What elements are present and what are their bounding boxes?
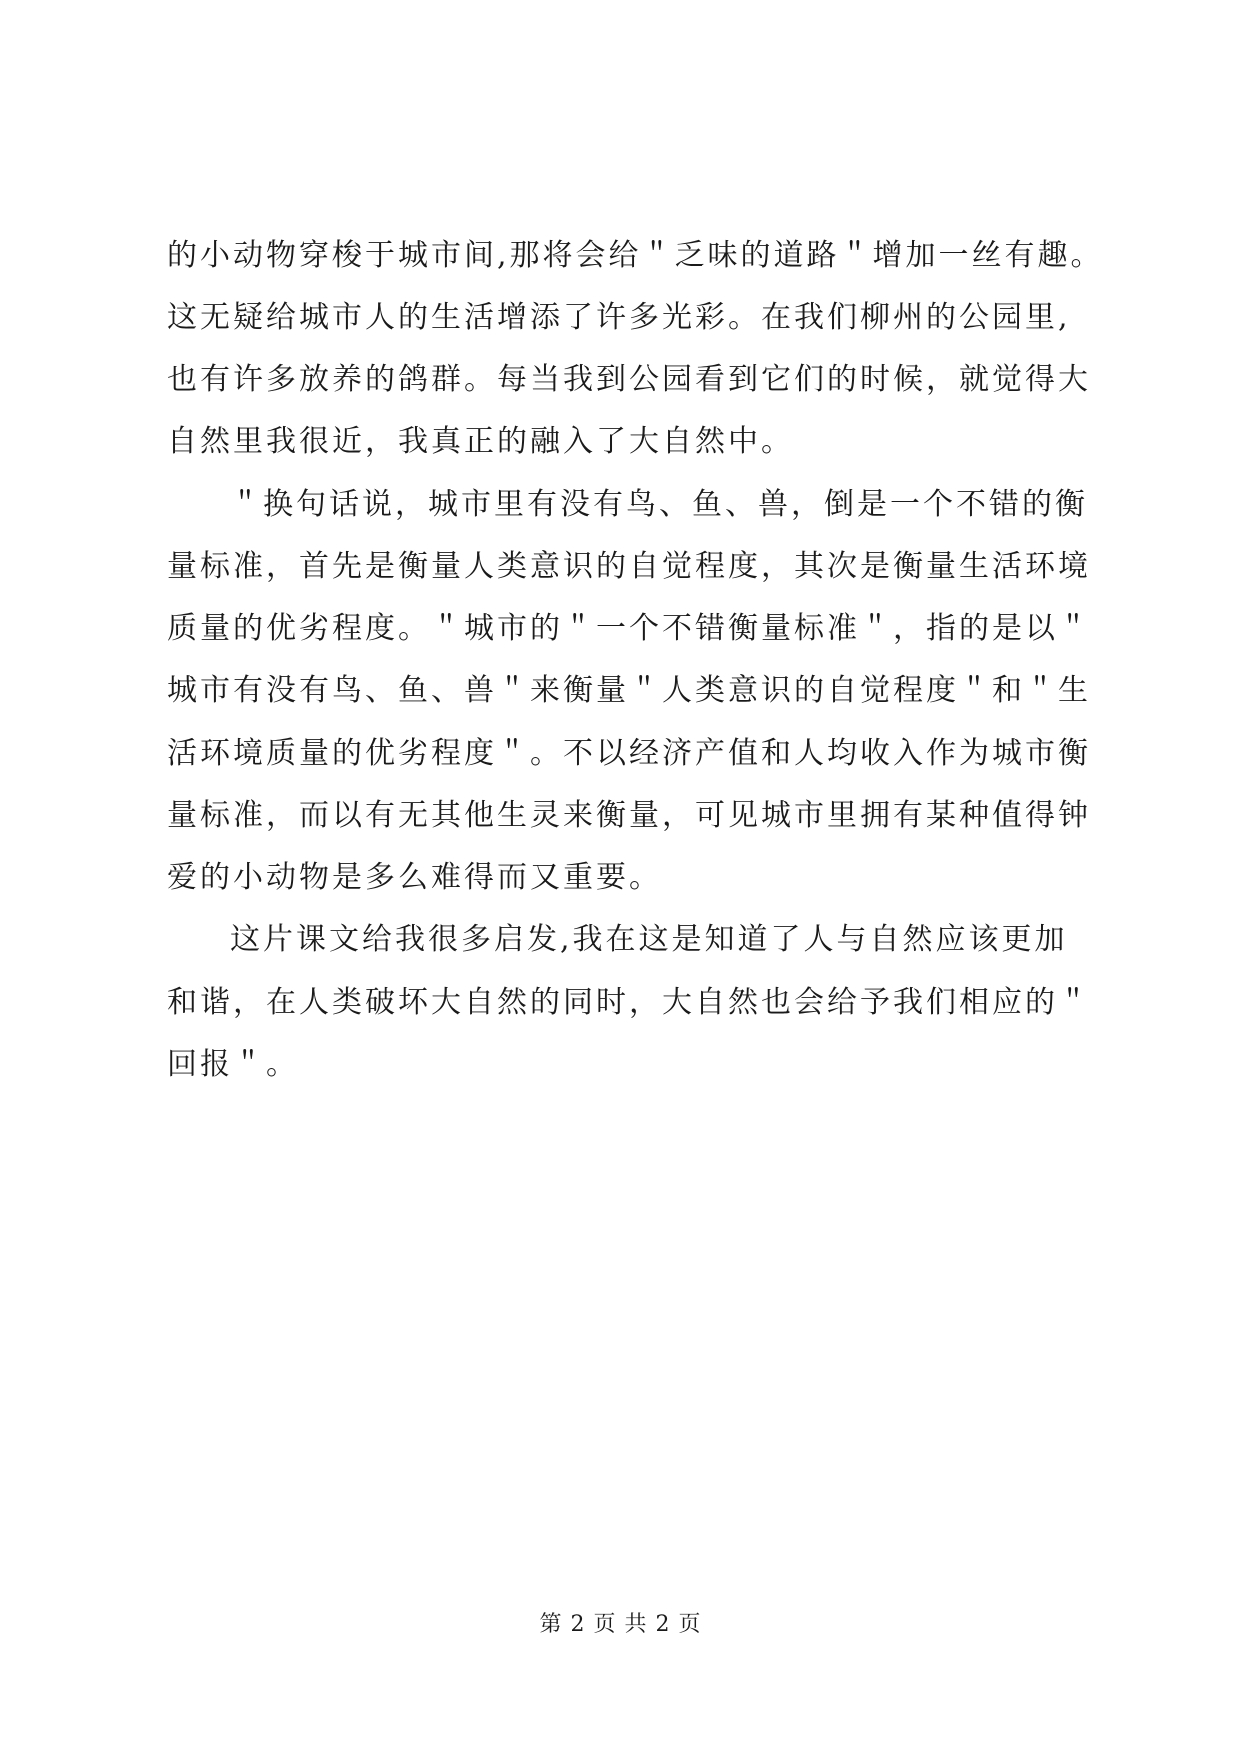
paragraph-1-line-3: 也有许多放养的鸽群。每当我到公园看到它们的时候，就觉得大 — [167, 362, 1091, 397]
paragraph-2-line-2: 量标准，首先是衡量人类意识的自觉程度，其次是衡量生活环境 — [167, 549, 1091, 584]
paragraph-2-line-7: 爱的小动物是多么难得而又重要。 — [167, 860, 662, 895]
paragraph-2-line-4: 城市有没有鸟、鱼、兽＂来衡量＂人类意识的自觉程度＂和＂生 — [167, 673, 1091, 708]
paragraph-2-line-1: ＂换句话说，城市里有没有鸟、鱼、兽，倒是一个不错的衡 — [230, 487, 1088, 522]
paragraph-2-line-6: 量标准，而以有无其他生灵来衡量，可见城市里拥有某种值得钟 — [167, 798, 1091, 833]
page-number-footer: 第 2 页 共 2 页 — [539, 1612, 702, 1637]
paragraph-1-line-4: 自然里我很近，我真正的融入了大自然中。 — [167, 424, 794, 459]
paragraph-2-line-3: 质量的优劣程度。＂城市的＂一个不错衡量标准＂，指的是以＂ — [167, 611, 1091, 646]
paragraph-3-line-3: 回报＂。 — [167, 1047, 299, 1082]
paragraph-1-line-2: 这无疑给城市人的生活增添了许多光彩。在我们柳州的公园里, — [167, 300, 1071, 335]
paragraph-3-line-2: 和谐，在人类破坏大自然的同时，大自然也会给予我们相应的＂ — [167, 985, 1091, 1020]
paragraph-3-line-1: 这片课文给我很多启发,我在这是知道了人与自然应该更加 — [230, 922, 1068, 957]
paragraph-1-line-1: 的小动物穿梭于城市间,那将会给＂乏味的道路＂增加一丝有趣。 — [167, 238, 1104, 273]
paragraph-2-line-5: 活环境质量的优劣程度＂。不以经济产值和人均收入作为城市衡 — [167, 736, 1091, 771]
